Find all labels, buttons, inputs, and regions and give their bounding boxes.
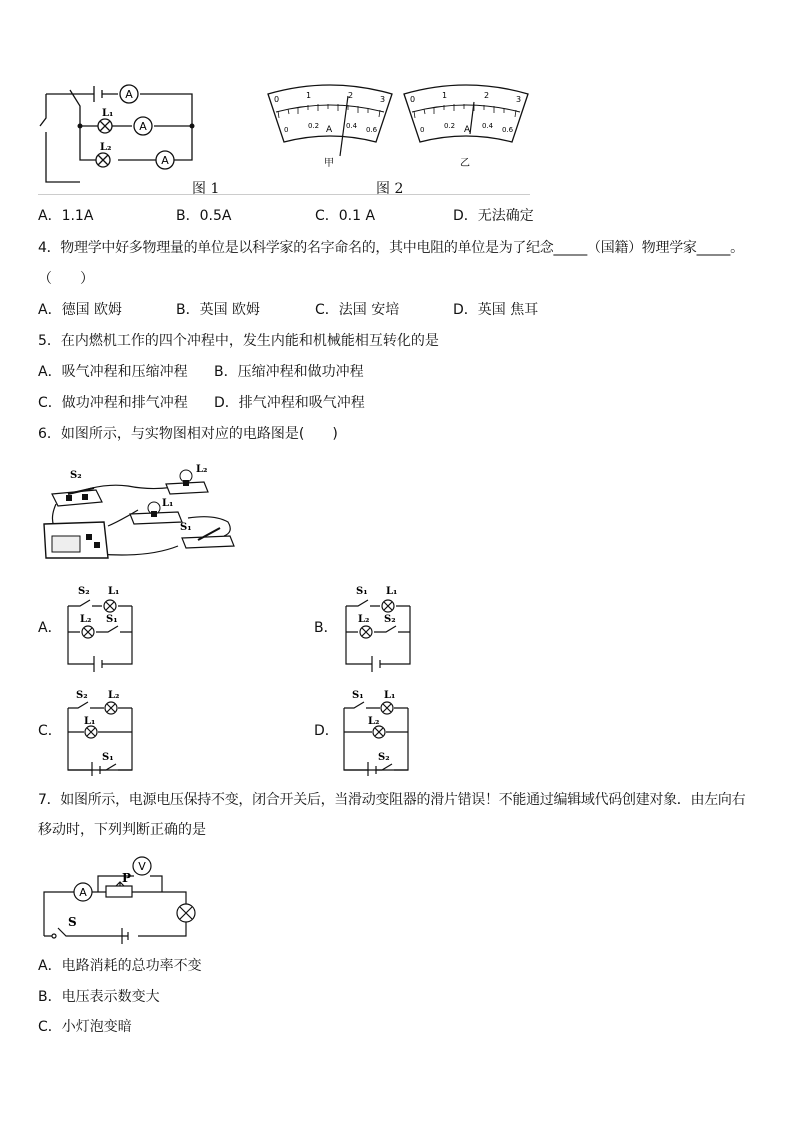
q5-option-d: D．排气冲程和吸气冲程	[214, 395, 365, 411]
jia-bottom-tick-0: 0	[284, 126, 289, 134]
circuit-d-middle-lamp: L₂	[368, 716, 380, 727]
ammeter-2-label: A	[161, 154, 169, 167]
q6-circuit-d	[338, 686, 414, 776]
circuit-a-top-lamp: L₁	[108, 586, 120, 597]
circuit-a-bottom-switch: S₁	[106, 614, 118, 625]
photo-s1-label: S₁	[180, 522, 192, 533]
q4-stem: 4．物理学中好多物理量的单位是以科学家的名字命名的，其中电阻的单位是为了纪念_____（国籍）物理学家_____。	[38, 240, 744, 256]
yi-bottom-tick-1: 0.2	[444, 122, 456, 130]
q6-stem: 6．如图所示，与实物图相对应的电路图是( )	[38, 426, 338, 442]
figure-divider	[38, 194, 530, 195]
circuit-a-top-switch: S₂	[78, 586, 90, 597]
q5-option-c: C．做功冲程和排气冲程	[38, 395, 188, 411]
yi-top-tick-2: 2	[484, 91, 490, 100]
circuit-b-bottom-lamp: L₂	[358, 614, 370, 625]
q7-option-a: A．电路消耗的总功率不变	[38, 958, 202, 974]
ammeter-1-label: A	[139, 120, 147, 133]
q4-paren: （ ）	[38, 271, 94, 287]
q6-option-c: C．	[38, 723, 62, 739]
q5-option-a: A．吸气冲程和压缩冲程	[38, 364, 188, 380]
circuit-b-top-lamp: L₁	[386, 586, 398, 597]
jia-label: 甲	[324, 158, 334, 169]
q4-option-b: B．英国 欧姆	[176, 302, 261, 318]
yi-top-tick-0: 0	[410, 95, 416, 104]
q7-option-c: C．小灯泡变暗	[38, 1019, 132, 1035]
q7-voltmeter-label: V	[138, 860, 146, 873]
jia-bottom-tick-2: 0.4	[346, 122, 358, 130]
q7-ammeter-label: A	[79, 886, 87, 899]
q7-stem-line1: 7．如图所示，电源电压保持不变，闭合开关后，当滑动变阻器的滑片错误！不能通过编辑域代码创建对象．由左向右	[38, 792, 746, 808]
yi-bottom-tick-2: 0.4	[482, 122, 494, 130]
yi-unit: A	[464, 125, 471, 135]
q3-option-d: D．无法确定	[453, 208, 534, 224]
q6-physical-photo	[38, 462, 248, 562]
figure-1-caption: 图 1	[192, 181, 220, 197]
circuit-d-top-switch: S₁	[352, 690, 364, 701]
q5-option-b: B．压缩冲程和做功冲程	[214, 364, 364, 380]
l1-label: L₁	[102, 108, 114, 119]
yi-label: 乙	[460, 158, 470, 169]
q7-circuit	[38, 852, 202, 944]
circuit-c-bottom-switch: S₁	[102, 752, 114, 763]
circuit-b-top-switch: S₁	[356, 586, 368, 597]
q7-slider-label: P	[122, 871, 132, 885]
q6-option-b: B．	[314, 620, 338, 636]
yi-bottom-tick-3: 0.6	[502, 126, 514, 134]
circuit-d-bottom-switch: S₂	[378, 752, 390, 763]
jia-bottom-tick-1: 0.2	[308, 122, 320, 130]
q3-option-b: B．0.5A	[176, 208, 232, 224]
meter-jia	[264, 84, 396, 170]
q4-option-c: C．法国 安培	[315, 302, 400, 318]
circuit-b-bottom-switch: S₂	[384, 614, 396, 625]
yi-top-tick-3: 3	[516, 95, 522, 104]
photo-l1-label: L₁	[162, 498, 174, 509]
yi-top-tick-1: 1	[442, 91, 448, 100]
jia-top-tick-1: 1	[306, 91, 312, 100]
jia-top-tick-0: 0	[274, 95, 280, 104]
l2-label: L₂	[100, 142, 112, 153]
q4-option-a: A．德国 欧姆	[38, 302, 123, 318]
q7-stem-line2: 移动时，下列判断正确的是	[38, 822, 206, 838]
yi-bottom-tick-0: 0	[420, 126, 425, 134]
q7-option-b: B．电压表示数变大	[38, 989, 160, 1005]
q3-option-c: C．0.1 A	[315, 208, 376, 224]
photo-l2-label: L₂	[196, 464, 208, 475]
q3-option-a: A．1.1A	[38, 208, 94, 224]
jia-top-tick-2: 2	[348, 91, 354, 100]
meter-yi	[400, 84, 532, 170]
q6-option-d: D．	[314, 723, 339, 739]
circuit-d-top-lamp: L₁	[384, 690, 396, 701]
q7-switch-label: S	[68, 915, 77, 929]
photo-s2-label: S₂	[70, 470, 82, 481]
q4-option-d: D．英国 焦耳	[453, 302, 539, 318]
ammeter-main-label: A	[125, 88, 133, 101]
circuit-c-top-switch: S₂	[76, 690, 88, 701]
circuit-c-middle-lamp: L₁	[84, 716, 96, 727]
q6-circuit-c	[62, 686, 138, 776]
jia-bottom-tick-3: 0.6	[366, 126, 378, 134]
circuit-c-top-lamp: L₂	[108, 690, 120, 701]
jia-top-tick-3: 3	[380, 95, 386, 104]
circuit-a-bottom-lamp: L₂	[80, 614, 92, 625]
q6-option-a: A．	[38, 620, 62, 636]
figure-2-caption: 图 2	[376, 181, 404, 197]
q5-stem: 5．在内燃机工作的四个冲程中，发生内能和机械能相互转化的是	[38, 333, 439, 349]
q6-circuit-b	[340, 582, 416, 672]
q6-circuit-a	[62, 582, 138, 672]
jia-unit: A	[326, 125, 333, 135]
